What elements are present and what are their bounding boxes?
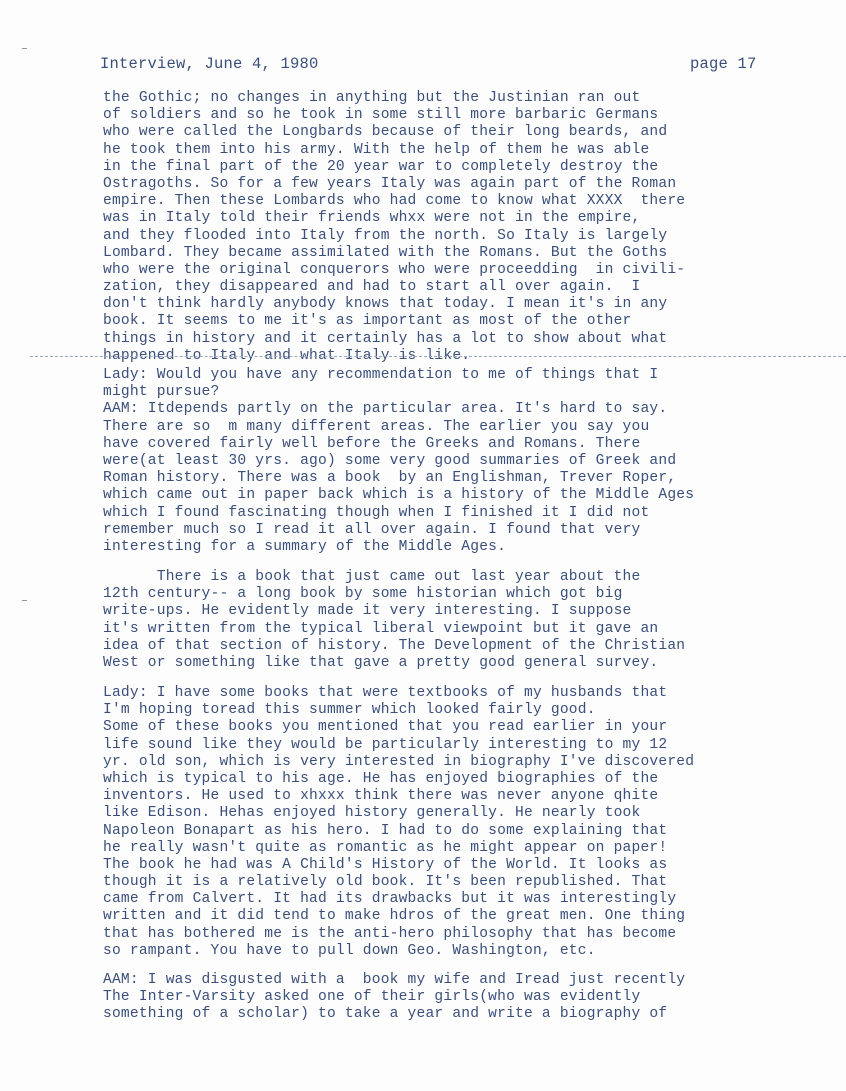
text-line: things in history and it certainly has a lot to show about what	[103, 330, 668, 347]
page-header-date: Interview, June 4, 1980	[100, 55, 319, 73]
text-line: he really wasn't quite as romantic as he might appear on paper!	[103, 839, 668, 856]
text-line: and they flooded into Italy from the north. So Italy is largely	[103, 227, 668, 244]
text-line: There are so m many different areas. The earlier you say you	[103, 418, 650, 435]
text-line: the Gothic; no changes in anything but the Justinian ran out	[103, 90, 641, 106]
text-line: came from Calvert. It had its drawbacks but it was interestingly	[103, 891, 677, 908]
text-line: though it is a relatively old book. It's been republished. That	[103, 874, 668, 891]
text-line: don't think hardly anybody knows that today. I mean it's in any	[103, 296, 668, 313]
text-line: which is typical to his age. He has enjoyed biographies of the	[103, 770, 659, 787]
text-line: he took them into his army. With the help of them he was able	[103, 141, 650, 158]
page-number: page 17	[690, 55, 757, 73]
text-line: idea of that section of history. The Development of the Christian	[103, 637, 686, 654]
text-line: Lady: Would you have any recommendation to me of things that I	[103, 367, 659, 383]
text-line: AAM: Itdepends partly on the particular area. It's hard to say.	[103, 401, 668, 418]
text-line: yr. old son, which is very interested in biography I've discovered	[103, 753, 695, 770]
paragraph-son-biography	[103, 685, 803, 960]
text-line: book. It seems to me it's as important as most of the other	[103, 313, 632, 330]
text-line: zation, they disappeared and had to start all over again. I	[103, 279, 641, 296]
text-line: Napoleon Bonapart as his hero. I had to do some explaining that	[103, 822, 668, 839]
text-line: so rampant. You have to pull down Geo. Washington, etc.	[103, 942, 596, 959]
text-line: write-ups. He evidently made it very interesting. I suppose	[103, 603, 632, 620]
text-line: it's written from the typical liberal viewpoint but it gave an	[103, 620, 659, 637]
text-line: who were the original conquerors who were proceedding in civili-	[103, 261, 686, 278]
text-line: might pursue?	[103, 384, 220, 401]
text-line: have covered fairly well before the Greeks and Romans. There	[103, 435, 641, 452]
text-line: Lombard. They became assimilated with the Romans. But the Goths	[103, 244, 668, 261]
paragraph-gothic-history	[103, 90, 803, 365]
text-line: life sound like they would be particularly interesting to my 12	[103, 736, 668, 753]
text-line: interesting for a summary of the Middle Ages.	[103, 538, 507, 555]
text-line: The Inter-Varsity asked one of their girls(who was evidently	[103, 989, 641, 1006]
text-line: were(at least 30 yrs. ago) some very good summaries of Greek and	[103, 452, 677, 469]
text-line: happened to Italy and what Italy is like.	[103, 347, 471, 364]
text-line: The book he had was A Child's History of the World. It looks as	[103, 856, 668, 873]
text-line: something of a scholar) to take a year and write a biography of	[103, 1006, 668, 1023]
text-line: which came out in paper back which is a history of the Middle Ages	[103, 487, 695, 504]
text-line: West or something like that gave a pretty good general survey.	[103, 654, 659, 671]
text-line: which I found fascinating though when I finished it I did not	[103, 504, 650, 521]
text-line: of soldiers and so he took in some still more barbaric Germans	[103, 107, 659, 124]
text-line: written and it did tend to make hdros of the great men. One thing	[103, 908, 686, 925]
paragraph-12th-century-book	[103, 569, 803, 672]
text-line: in the final part of the 20 year war to completely destroy the	[103, 158, 659, 175]
text-line: Some of these books you mentioned that you read earlier in your	[103, 719, 668, 736]
dashed-fold-line	[30, 356, 846, 357]
paragraph-inter-varsity	[103, 972, 803, 1024]
text-line: that has bothered me is the anti-hero philosophy that has become	[103, 925, 677, 942]
margin-mark	[22, 600, 27, 601]
text-line: Lady: I have some books that were textbooks of my husbands that	[103, 685, 668, 701]
text-line: AAM: I was disgusted with a book my wife and Iread just recently	[103, 972, 686, 988]
text-line: I'm hoping toread this summer which looked fairly good.	[103, 702, 596, 719]
text-line: like Edison. Hehas enjoyed history generally. He nearly took	[103, 805, 641, 822]
text-line: There is a book that just came out last year about the	[103, 569, 641, 585]
text-line: who were called the Longbards because of their long beards, and	[103, 124, 668, 141]
margin-mark	[22, 48, 27, 49]
text-line: remember much so I read it all over again. I found that very	[103, 521, 641, 538]
text-line: Ostragoths. So for a few years Italy was again part of the Roman	[103, 175, 677, 192]
text-line: inventors. He used to xhxxx think there was never anyone qhite	[103, 788, 659, 805]
text-line: Roman history. There was a book by an Englishman, Trever Roper,	[103, 470, 677, 487]
text-line: 12th century-- a long book by some historian which got big	[103, 586, 623, 603]
text-line: was in Italy told their friends whxx were not in the empire,	[103, 210, 641, 227]
paragraph-recommendations	[103, 367, 803, 556]
text-line: empire. Then these Lombards who had come to know what XXXX there	[103, 193, 686, 210]
